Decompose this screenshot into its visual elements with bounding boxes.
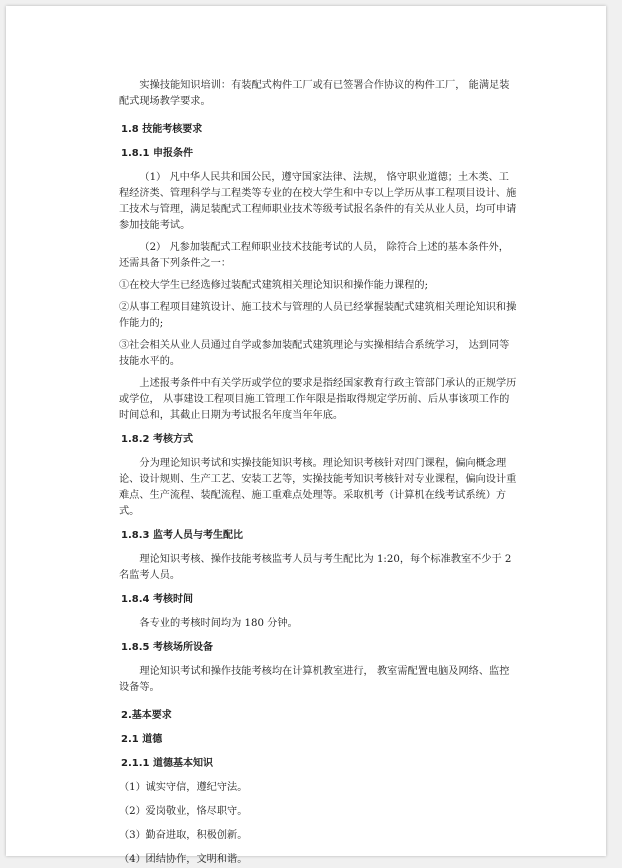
list-item-number: （1） xyxy=(119,782,146,793)
list-item-text: 诚实守信，遵纪守法。 xyxy=(145,782,248,793)
list-item xyxy=(119,852,519,868)
document-page xyxy=(6,6,606,865)
section-heading-1-8-4: 1.8.4 考核时间 xyxy=(121,594,193,605)
education-requirement-paragraph: 上述报考条件中有关学历或学位的要求是指经国家教育行政主管部门承认的正规学历或学位， 从事建设工程项目施工管理工作年限是指取得规定学历前、后从事该项工作的时间总和，其截止日期为考试报名年度当年年底。 xyxy=(119,378,517,421)
condition-item-3: ③社会相关从业人员通过自学或参加装配式建筑理论与实操相结合系统学习， 达到同等技能水平的。 xyxy=(119,340,510,367)
proctor-ratio-paragraph: 理论知识考核、操作技能考核监考人员与考生配比为 1:20，每个标准教室不少于 2 名监考人员。 xyxy=(119,554,512,581)
section-heading-1-8-5: 1.8.5 考核场所设备 xyxy=(121,642,213,653)
section-heading-1-8-1: 1.8.1 申报条件 xyxy=(121,148,193,159)
list-item xyxy=(119,828,519,844)
application-condition-2: （2） 凡参加装配式工程师职业技术技能考试的人员， 除符合上述的基本条件外，还需具备下列条件之一： xyxy=(119,242,509,269)
exam-method-paragraph: 分为理论知识考试和实操技能知识考核。理论知识考核针对四门课程，偏向概念理论、设计规则、生产工艺、安装工艺等，实操技能考知识考核针对专业课程，偏向设计重难点、生产流程、装配流程、施工重难点处理等。采取机考（计算机在线考试系统）方式。 xyxy=(119,458,517,517)
exam-time-paragraph: 各专业的考核时间均为 180 分钟。 xyxy=(139,618,298,629)
section-heading-1-8-2: 1.8.2 考核方式 xyxy=(121,434,193,445)
list-item-text: 勤奋进取，积极创新。 xyxy=(145,830,248,841)
condition-item-2: ②从事工程项目建筑设计、施工技术与管理的人员已经掌握装配式建筑相关理论知识和操作能力的; xyxy=(119,302,517,329)
application-condition-1: （1） 凡中华人民共和国公民，遵守国家法律、法规， 恪守职业道德；土木类、工程经济类、管理科学与工程类等专业的在校大学生和中专以上学历从事工程项目设计、施工技术与管理，满足装配式工程师职业技术等级考试报名条件的有关从业人员，均可申请参加技能考试。 xyxy=(119,172,517,231)
list-item-number: （4） xyxy=(119,854,146,865)
list-item xyxy=(119,780,519,796)
section-heading-1-8: 1.8 技能考核要求 xyxy=(121,124,203,135)
list-item-text: 团结协作，文明和谐。 xyxy=(145,854,248,865)
list-item-number: （3） xyxy=(119,830,146,841)
document-content xyxy=(119,78,519,868)
list-item-number: （2） xyxy=(119,806,146,817)
list-item xyxy=(119,804,519,820)
section-heading-2-1: 2.1 道德 xyxy=(121,734,163,745)
section-heading-2-1-1: 2.1.1 道德基本知识 xyxy=(121,758,213,769)
condition-item-1: ①在校大学生已经选修过装配式建筑相关理论知识和操作能力课程的; xyxy=(119,280,429,291)
section-heading-1-8-3: 1.8.3 监考人员与考生配比 xyxy=(121,530,243,541)
intro-paragraph: 实操技能知识培训：有装配式构件工厂或有已签署合作协议的构件工厂， 能满足装配式现场教学要求。 xyxy=(119,80,510,107)
list-item-text: 爱岗敬业，恪尽职守。 xyxy=(145,806,248,817)
section-heading-2: 2.基本要求 xyxy=(121,710,172,721)
exam-venue-paragraph: 理论知识考试和操作技能考核均在计算机教室进行， 教室需配置电脑及网络、监控设备等。 xyxy=(119,666,510,693)
